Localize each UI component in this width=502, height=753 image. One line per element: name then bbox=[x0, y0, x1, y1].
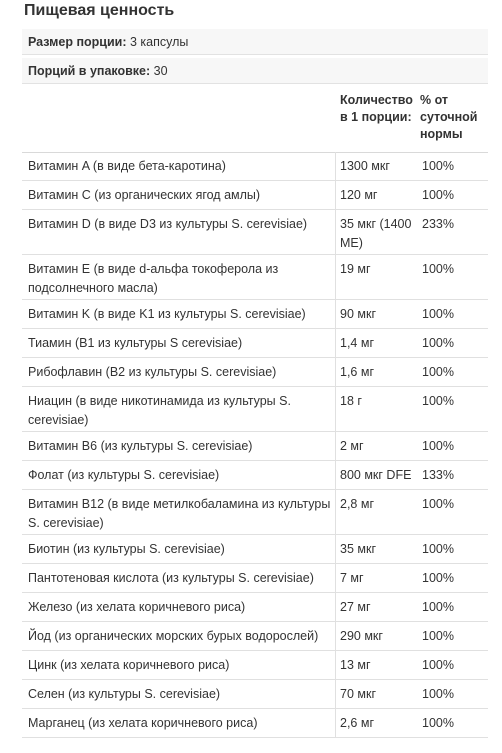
nutrient-daily-value: 100% bbox=[422, 497, 454, 511]
nutrient-amount: 90 мкг bbox=[340, 307, 376, 321]
column-divider bbox=[335, 152, 336, 738]
table-row bbox=[22, 490, 488, 535]
nutrient-daily-value: 100% bbox=[422, 365, 454, 379]
servings-per-container-value: 30 bbox=[150, 64, 168, 78]
nutrient-name: Витамин E (в виде d-альфа токоферола из подсолнечного масла) bbox=[28, 262, 279, 295]
nutrient-amount: 35 мкг (1400 МЕ) bbox=[340, 217, 412, 250]
nutrient-daily-value: 100% bbox=[422, 307, 454, 321]
nutrient-daily-value: 100% bbox=[422, 687, 454, 701]
servings-per-container-row bbox=[22, 58, 488, 84]
nutrient-name: Витамин K (в виде K1 из культуры S. cerevisiae) bbox=[28, 307, 306, 321]
nutrient-name: Пантотеновая кислота (из культуры S. cerevisiae) bbox=[28, 571, 314, 585]
nutrient-daily-value: 100% bbox=[422, 394, 454, 408]
nutrient-amount: 13 мг bbox=[340, 658, 371, 672]
table-row bbox=[22, 593, 488, 622]
nutrient-name: Цинк (из хелата коричневого риса) bbox=[28, 658, 230, 672]
table-row bbox=[22, 210, 488, 255]
nutrient-amount: 2,8 мг bbox=[340, 497, 375, 511]
nutrient-daily-value: 100% bbox=[422, 542, 454, 556]
table-row bbox=[22, 300, 488, 329]
table-row bbox=[22, 387, 488, 432]
serving-size-value: 3 капсулы bbox=[126, 35, 189, 49]
table-row bbox=[22, 680, 488, 709]
nutrient-amount: 19 мг bbox=[340, 262, 371, 276]
nutrient-daily-value: 100% bbox=[422, 159, 454, 173]
table-row bbox=[22, 432, 488, 461]
nutrient-daily-value: 100% bbox=[422, 658, 454, 672]
nutrient-name: Йод (из органических морских бурых водорослей) bbox=[28, 629, 319, 643]
nutrient-daily-value: 233% bbox=[422, 217, 454, 231]
nutrient-name: Селен (из культуры S. cerevisiae) bbox=[28, 687, 221, 701]
amount-column-header: Количество в 1 порции: bbox=[340, 93, 413, 124]
nutrient-daily-value: 100% bbox=[422, 600, 454, 614]
nutrient-amount: 800 мкг DFE bbox=[340, 468, 412, 482]
nutrient-amount: 2 мг bbox=[340, 439, 364, 453]
table-row bbox=[22, 564, 488, 593]
nutrient-name: Марганец (из хелата коричневого риса) bbox=[28, 716, 258, 730]
nutrient-amount: 290 мкг bbox=[340, 629, 383, 643]
nutrient-name: Фолат (из культуры S. cerevisiae) bbox=[28, 468, 220, 482]
serving-size-label: Размер порции: bbox=[28, 35, 127, 49]
table-row bbox=[22, 152, 488, 181]
nutrient-amount: 70 мкг bbox=[340, 687, 376, 701]
table-header bbox=[22, 88, 488, 153]
nutrient-daily-value: 100% bbox=[422, 571, 454, 585]
nutrient-daily-value: 100% bbox=[422, 439, 454, 453]
nutrient-amount: 18 г bbox=[340, 394, 362, 408]
nutrient-daily-value: 100% bbox=[422, 262, 454, 276]
nutrient-daily-value: 133% bbox=[422, 468, 454, 482]
table-row bbox=[22, 535, 488, 564]
nutrient-name: Рибофлавин (B2 из культуры S. cerevisiae) bbox=[28, 365, 277, 379]
nutrient-daily-value: 100% bbox=[422, 188, 454, 202]
table-row bbox=[22, 709, 488, 738]
table-row bbox=[22, 622, 488, 651]
page-title: Пищевая ценность bbox=[24, 2, 175, 19]
table-row bbox=[22, 651, 488, 680]
table-row bbox=[22, 255, 488, 300]
table-row bbox=[22, 181, 488, 210]
nutrient-amount: 2,6 мг bbox=[340, 716, 375, 730]
nutrient-name: Тиамин (B1 из культуры S cerevisiae) bbox=[28, 336, 243, 350]
nutrient-amount: 7 мг bbox=[340, 571, 364, 585]
nutrient-name: Железо (из хелата коричневого риса) bbox=[28, 600, 246, 614]
nutrient-daily-value: 100% bbox=[422, 716, 454, 730]
nutrient-amount: 1,6 мг bbox=[340, 365, 375, 379]
nutrient-amount: 27 мг bbox=[340, 600, 371, 614]
nutrient-name: Витамин A (в виде бета-каротина) bbox=[28, 159, 226, 173]
table-row bbox=[22, 329, 488, 358]
table-row bbox=[22, 461, 488, 490]
daily-value-column-header: % от суточной нормы bbox=[420, 93, 478, 141]
nutrient-name: Витамин B6 (из культуры S. cerevisiae) bbox=[28, 439, 253, 453]
nutrient-amount: 35 мкг bbox=[340, 542, 376, 556]
nutrient-daily-value: 100% bbox=[422, 336, 454, 350]
nutrient-name: Биотин (из культуры S. cerevisiae) bbox=[28, 542, 225, 556]
nutrient-name: Витамин D (в виде D3 из культуры S. cerevisiae) bbox=[28, 217, 308, 231]
nutrient-amount: 1,4 мг bbox=[340, 336, 375, 350]
serving-size-row bbox=[22, 29, 488, 55]
nutrient-daily-value: 100% bbox=[422, 629, 454, 643]
nutrient-name: Витамин B12 (в виде метилкобаламина из культуры S. cerevisiae) bbox=[28, 497, 331, 530]
nutrient-amount: 120 мг bbox=[340, 188, 378, 202]
servings-per-container-label: Порций в упаковке: bbox=[28, 64, 151, 78]
nutrient-amount: 1300 мкг bbox=[340, 159, 390, 173]
table-row bbox=[22, 358, 488, 387]
nutrient-name: Ниацин (в виде никотинамида из культуры S. cerevisiae) bbox=[28, 394, 291, 427]
nutrient-name: Витамин C (из органических ягод амлы) bbox=[28, 188, 261, 202]
